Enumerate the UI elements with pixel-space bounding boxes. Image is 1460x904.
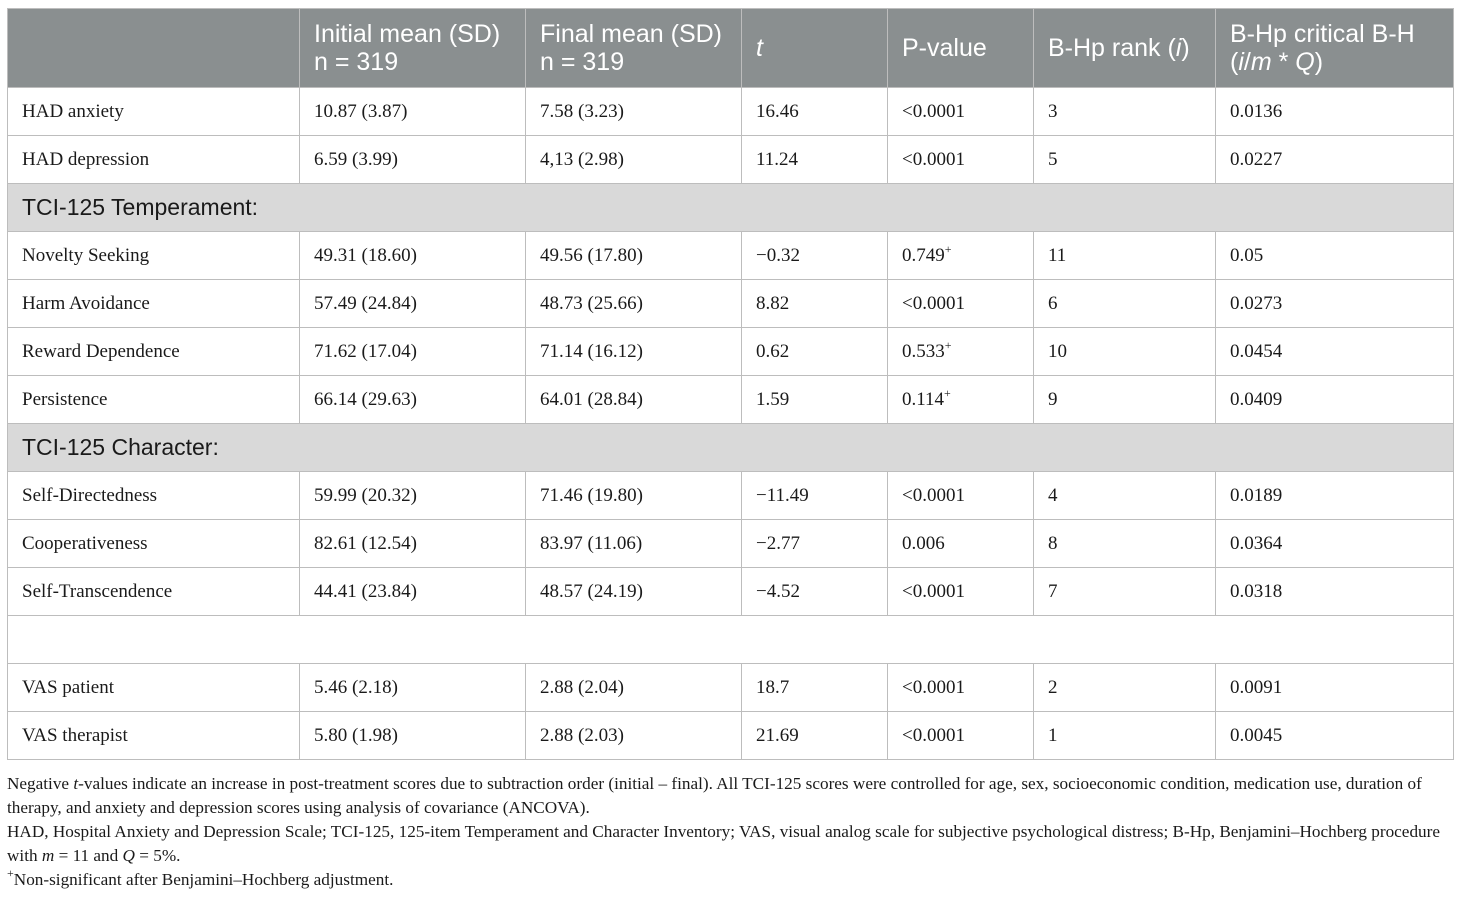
- table-row: [8, 232, 1454, 280]
- cell-rank: 8: [1034, 520, 1216, 568]
- note-text: = 5%.: [134, 846, 181, 865]
- cell-t: 21.69: [742, 712, 888, 760]
- row-label: Harm Avoidance: [8, 280, 300, 328]
- header-label: [8, 9, 300, 88]
- row-label: Cooperativeness: [8, 520, 300, 568]
- table-row: [8, 520, 1454, 568]
- p-mark: +: [944, 241, 952, 256]
- section-row-character: [8, 424, 1454, 472]
- header-initial-line2: n = 319: [314, 48, 399, 76]
- table-row: [8, 712, 1454, 760]
- cell-p: [888, 472, 1034, 520]
- cell-initial: 59.99 (20.32): [300, 472, 526, 520]
- var-q: Q: [1295, 48, 1315, 76]
- note-text: Negative: [7, 774, 74, 793]
- footnote-negative-t: [7, 772, 1457, 820]
- section-title-temperament: TCI-125 Temperament:: [8, 184, 1454, 232]
- cell-t: 18.7: [742, 664, 888, 712]
- cell-t: 11.24: [742, 136, 888, 184]
- cell-t: −11.49: [742, 472, 888, 520]
- header-rank: [1034, 9, 1216, 88]
- row-label: Self-Transcendence: [8, 568, 300, 616]
- p-value: <0.0001: [902, 580, 965, 602]
- cell-p: [888, 664, 1034, 712]
- table-row: [8, 328, 1454, 376]
- note-var-t: t: [73, 774, 79, 793]
- cell-rank: 10: [1034, 328, 1216, 376]
- cell-rank: 1: [1034, 712, 1216, 760]
- cell-rank: 7: [1034, 568, 1216, 616]
- cell-initial: 6.59 (3.99): [300, 136, 526, 184]
- cell-initial: 66.14 (29.63): [300, 376, 526, 424]
- header-initial-mean: [300, 9, 526, 88]
- slash: /: [1243, 48, 1251, 76]
- paren-open: (: [1230, 48, 1239, 76]
- blank-cell: [8, 616, 1454, 664]
- var-i: i: [1238, 48, 1244, 76]
- cell-initial: 10.87 (3.87): [300, 88, 526, 136]
- p-value: <0.0001: [902, 724, 965, 746]
- cell-p: [888, 376, 1034, 424]
- cell-rank: 9: [1034, 376, 1216, 424]
- table-row: [8, 280, 1454, 328]
- header-rank-suffix: ): [1181, 34, 1190, 62]
- footnote-abbreviations: [7, 820, 1457, 868]
- p-mark: +: [944, 337, 952, 352]
- cell-rank: 4: [1034, 472, 1216, 520]
- p-value: <0.0001: [902, 676, 965, 698]
- cell-t: −0.32: [742, 232, 888, 280]
- table-row: [8, 664, 1454, 712]
- cell-rank: 6: [1034, 280, 1216, 328]
- cell-p: [888, 136, 1034, 184]
- cell-critical: 0.05: [1216, 232, 1454, 280]
- header-initial-line1: Initial mean (SD): [314, 20, 501, 48]
- table-row: [8, 472, 1454, 520]
- note-text: HAD, Hospital Anxiety and Depression Scale; TCI-125, 125-item Temperament and Character Inventory; VAS, visual analog scale for subjective psychological distress; B-Hp, Benjamini–Hochberg procedure with: [7, 822, 1440, 865]
- header-rank-var: i: [1175, 34, 1182, 62]
- cell-final: 4,13 (2.98): [526, 136, 742, 184]
- footnote-nonsignificant: [7, 868, 1457, 892]
- cell-final: 64.01 (28.84): [526, 376, 742, 424]
- cell-final: 2.88 (2.04): [526, 664, 742, 712]
- note-text: -values indicate an increase in post-treatment scores due to subtraction order (initial – final). All TCI-125 scores were controlled for age, sex, socioeconomic condition, medication use, duration of therapy, and anxiety and depression scores using analysis of covariance (ANCOVA).: [7, 774, 1422, 817]
- cell-initial: 5.80 (1.98): [300, 712, 526, 760]
- cell-t: 16.46: [742, 88, 888, 136]
- header-p-value: P-value: [888, 9, 1034, 88]
- paren-close: ): [1314, 48, 1324, 76]
- blank-row: [8, 616, 1454, 664]
- cell-p: [888, 520, 1034, 568]
- header-rank-prefix: B-Hp rank (: [1048, 34, 1176, 62]
- cell-p: [888, 280, 1034, 328]
- header-critical-line1: B-Hp critical B-H: [1230, 20, 1415, 48]
- note-mark: +: [7, 866, 14, 880]
- table-footnotes: [7, 772, 1457, 892]
- cell-rank: 2: [1034, 664, 1216, 712]
- cell-rank: 5: [1034, 136, 1216, 184]
- table-row: [8, 88, 1454, 136]
- p-value: 0.006: [902, 532, 945, 554]
- table-row: [8, 568, 1454, 616]
- header-critical-line2: [1230, 48, 1323, 76]
- cell-initial: 44.41 (23.84): [300, 568, 526, 616]
- header-final-line2: n = 319: [540, 48, 625, 76]
- note-var-q: Q: [122, 846, 135, 865]
- row-label: VAS patient: [8, 664, 300, 712]
- cell-t: 1.59: [742, 376, 888, 424]
- p-value: <0.0001: [902, 484, 965, 506]
- p-value: <0.0001: [902, 100, 965, 122]
- results-table: [7, 8, 1454, 760]
- p-value: <0.0001: [902, 292, 965, 314]
- header-row: [8, 9, 1454, 88]
- row-label: VAS therapist: [8, 712, 300, 760]
- cell-p: [888, 712, 1034, 760]
- header-final-mean: [526, 9, 742, 88]
- cell-final: 2.88 (2.03): [526, 712, 742, 760]
- cell-final: 71.14 (16.12): [526, 328, 742, 376]
- cell-p: [888, 328, 1034, 376]
- cell-critical: 0.0136: [1216, 88, 1454, 136]
- cell-final: 7.58 (3.23): [526, 88, 742, 136]
- cell-p: [888, 568, 1034, 616]
- var-m: m: [1250, 48, 1272, 76]
- row-label: Novelty Seeking: [8, 232, 300, 280]
- cell-p: [888, 232, 1034, 280]
- cell-t: −4.52: [742, 568, 888, 616]
- row-label: Self-Directedness: [8, 472, 300, 520]
- cell-rank: 11: [1034, 232, 1216, 280]
- cell-initial: 5.46 (2.18): [300, 664, 526, 712]
- cell-t: 8.82: [742, 280, 888, 328]
- row-label: HAD depression: [8, 136, 300, 184]
- cell-p: [888, 88, 1034, 136]
- cell-critical: 0.0227: [1216, 136, 1454, 184]
- section-row-temperament: [8, 184, 1454, 232]
- cell-critical: 0.0364: [1216, 520, 1454, 568]
- cell-final: 48.73 (25.66): [526, 280, 742, 328]
- row-label: HAD anxiety: [8, 88, 300, 136]
- header-t: [742, 9, 888, 88]
- cell-critical: 0.0409: [1216, 376, 1454, 424]
- row-label: Persistence: [8, 376, 300, 424]
- cell-critical: 0.0045: [1216, 712, 1454, 760]
- p-mark: +: [944, 385, 951, 400]
- cell-t: 0.62: [742, 328, 888, 376]
- star: *: [1271, 48, 1296, 76]
- cell-initial: 82.61 (12.54): [300, 520, 526, 568]
- cell-initial: 57.49 (24.84): [300, 280, 526, 328]
- cell-final: 71.46 (19.80): [526, 472, 742, 520]
- cell-initial: 49.31 (18.60): [300, 232, 526, 280]
- note-var-m: m: [41, 846, 55, 865]
- p-value: 0.749: [902, 244, 945, 266]
- cell-initial: 71.62 (17.04): [300, 328, 526, 376]
- table-container: [7, 8, 1453, 760]
- header-final-line1: Final mean (SD): [540, 20, 722, 48]
- cell-critical: 0.0454: [1216, 328, 1454, 376]
- cell-final: 49.56 (17.80): [526, 232, 742, 280]
- cell-critical: 0.0189: [1216, 472, 1454, 520]
- cell-critical: 0.0273: [1216, 280, 1454, 328]
- cell-critical: 0.0318: [1216, 568, 1454, 616]
- section-title-character: TCI-125 Character:: [8, 424, 1454, 472]
- note-text: Non-significant after Benjamini–Hochberg adjustment.: [13, 870, 394, 889]
- cell-final: 48.57 (24.19): [526, 568, 742, 616]
- row-label: Reward Dependence: [8, 328, 300, 376]
- cell-critical: 0.0091: [1216, 664, 1454, 712]
- table-row: [8, 136, 1454, 184]
- p-value: 0.533: [902, 340, 945, 362]
- header-critical: [1216, 9, 1454, 88]
- cell-final: 83.97 (11.06): [526, 520, 742, 568]
- header-t-label: t: [756, 34, 763, 62]
- cell-t: −2.77: [742, 520, 888, 568]
- p-value: 0.114: [902, 388, 945, 410]
- table-row: [8, 376, 1454, 424]
- cell-rank: 3: [1034, 88, 1216, 136]
- p-value: <0.0001: [902, 148, 965, 170]
- note-text: = 11 and: [54, 846, 123, 865]
